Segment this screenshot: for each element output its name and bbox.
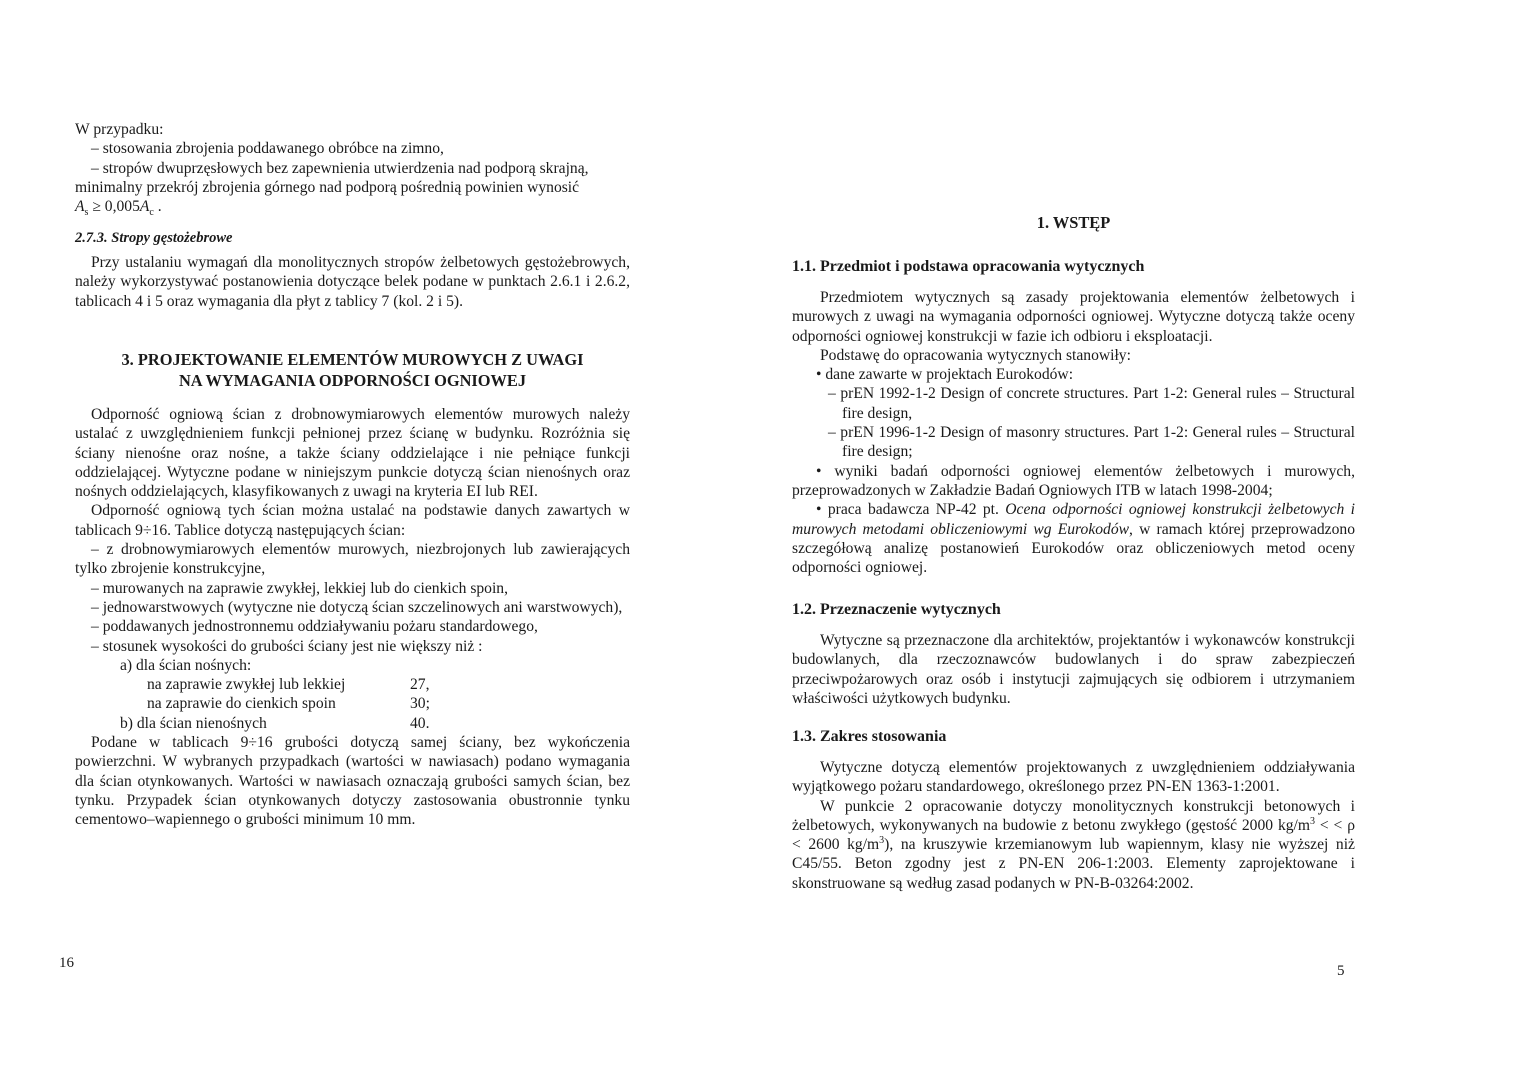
ratio-value: 30; — [410, 695, 430, 713]
ratio-label: b) dla ścian nienośnych — [120, 714, 267, 732]
intro-continuation: minimalny przekrój zbrojenia górnego nad podporą pośrednią powinien wynosić — [75, 178, 580, 196]
ratio-a-label: a) dla ścian nośnych: — [120, 656, 252, 674]
section-1-1-body — [792, 288, 1355, 577]
ratio-value: 40. — [410, 714, 430, 732]
list-item: – stosunek wysokości do grubości ściany jest nie większy niż : — [91, 637, 483, 655]
bullet-item: • wyniki badań odporności ogniowej elementów żelbetowych i murowych, przeprowadzonych w Zakładzie Badań Ogniowych ITB w latach 1998-2004; — [792, 462, 1355, 499]
subsection-273-text: Przy ustalaniu wymagań dla monolitycznych stropów żelbetowych gęstożebrowych, należy wykorzystywać postanowienia dotyczące belek podane w punktach 2.6.1 i 2.6.2, tablicach 4 i 5 oraz wymagania dla płyt z tablicy 7 (kol. 2 i 5). — [75, 254, 630, 310]
ratio-row — [75, 714, 630, 733]
intro-item: – stosowania zbrojenia poddawanego obróbce na zimno, — [91, 140, 444, 158]
paragraph: Wytyczne dotyczą elementów projektowanych z uwzględnieniem oddziaływania wyjątkowego pożaru standardowego, określonego przez PN-EN 1363-1:2001. — [792, 759, 1355, 796]
section-3-body — [75, 405, 630, 830]
section-1-3-body — [792, 758, 1355, 893]
section-3-title-line1: 3. PROJEKTOWANIE ELEMENTÓW MUROWYCH Z UWAGI — [121, 350, 584, 369]
paragraph: W punkcie 2 opracowanie dotyczy monolitycznych konstrukcji betonowych i żelbetowych, wykonywanych na budowie z betonu zwykłego (gęstość 2000 $kg/m^3$ < < ρ < 2600 $kg/m^3$), na kruszywie krzemianowym lub wapiennym, klasy nie wyższej niż C45/55. Beton zgodny jest z PN-EN 206-1:2003. Elementy zaprojektowane i skonstruowane są według zasad podanych w PN-B-03264:2002. — [792, 797, 1355, 892]
section-1-1-title: 1.1. Przedmiot i podstawa opracowania wytycznych — [792, 258, 1145, 275]
list-item: – murowanych na zaprawie zwykłej, lekkiej lub do cienkich spoin, — [91, 579, 509, 597]
intro-block — [75, 120, 630, 219]
dash-item: – prEN 1996-1-2 Design of masonry structures. Part 1-2: General rules – Structural fire design; — [828, 424, 1355, 461]
ratio-row — [75, 694, 630, 713]
subsection-273-title: 2.7.3. Stropy gęstożebrowe — [75, 230, 233, 246]
right-page — [792, 0, 1355, 1077]
ratio-row — [75, 675, 630, 694]
section-3-title — [75, 349, 630, 391]
section-1-3-title: 1.3. Zakres stosowania — [792, 728, 947, 745]
chapter-title: 1. WSTĘP — [1036, 213, 1111, 232]
section-1-2-text: Wytyczne są przeznaczone dla architektów, projektantów i wykonawców konstrukcji budowlanych, dla rzeczoznawców budowlanych i do spraw zabezpieczeń przeciwpożarowych oraz osób i instytucji zajmujących się odbiorem i utrzymaniem właściwości użytkowych budynku. — [792, 632, 1355, 707]
section-1-2-title: 1.2. Przeznaczenie wytycznych — [792, 601, 1001, 618]
left-page — [59, 0, 630, 1077]
bullet-item: • praca badawcza NP-42 pt. Ocena odporności ogniowej konstrukcji żelbetowych i murowych metodami obliczeniowymi wg Eurokodów, w ramach której przeprowadzono szczegółową analizę postanowień Eurokodów oraz obliczeniowych metod oceny odporności ogniowej. — [792, 501, 1355, 577]
ratio-label: na zaprawie do cienkich spoin — [147, 695, 336, 713]
intro-item: – stropów dwuprzęsłowych bez zapewnienia utwierdzenia nad podporą skrajną, — [91, 159, 589, 177]
section-3-title-line2: NA WYMAGANIA ODPORNOŚCI OGNIOWEJ — [178, 371, 527, 390]
section-3-paragraph: Odporność ogniową tych ścian można ustalać na podstawie danych zawartych w tablicach 9÷16. Tablice dotyczą następujących ścian: — [75, 502, 630, 539]
ratio-value: 27, — [410, 676, 430, 694]
paragraph: Podstawę do opracowania wytycznych stanowiły: — [820, 346, 1131, 364]
page-number-right: 5 — [1337, 963, 1345, 979]
paragraph: Przedmiotem wytycznych są zasady projektowania elementów żelbetowych i murowych z uwagi na wymagania odporności ogniowej. Wytyczne dotyczą także oceny odporności ogniowej konstrukcji w fazie ich odbioru i eksploatacji. — [792, 289, 1355, 345]
list-item: – z drobnowymiarowych elementów murowych, niezbrojonych lub zawierających tylko zbrojenie konstrukcyjne, — [75, 541, 630, 578]
ratio-label: na zaprawie zwykłej lub lekkiej — [147, 676, 346, 694]
formula: $A_s \ge 0,005A_c$ . — [75, 198, 162, 219]
section-3-paragraph: Podane w tablicach 9÷16 grubości dotyczą samej ściany, bez wykończenia powierzchni. W wybranych przypadkach (wartości w nawiasach) podano wymagania dla ścian otynkowanych. Wartości w nawiasach oznaczają grubości samych ścian, bez tynku. Przypadek ścian otynkowanych dotyczy zastosowania obustronnie tynku cementowo–wapiennego o grubości minimum 10 mm. — [75, 734, 630, 829]
list-item: – jednowarstwowych (wytyczne nie dotyczą ścian szczelinowych ani warstwowych), — [91, 598, 623, 616]
intro-label: W przypadku: — [75, 121, 164, 138]
section-3-paragraph: Odporność ogniową ścian z drobnowymiarowych elementów murowych należy ustalać z uwzględnieniem funkcji pełnionej przez ścianę w budynku. Rozróżnia się ściany nienośne oraz nośne, a także ściany oddzielające i nie pełniące funkcji oddzielającej. Wytyczne podane w niniejszym punkcie dotyczą ścian nienośnych oraz nośnych oddzielających, klasyfikowanych z uwagi na kryteria EI lub REI. — [75, 406, 630, 501]
dash-item: – prEN 1992-1-2 Design of concrete structures. Part 1-2: General rules – Structural fire design, — [828, 385, 1355, 422]
page-number-left: 16 — [59, 955, 74, 971]
bullet-item: • dane zawarte w projektach Eurokodów: — [816, 366, 1074, 384]
list-item: – poddawanych jednostronnemu oddziaływaniu pożaru standardowego, — [91, 618, 538, 636]
